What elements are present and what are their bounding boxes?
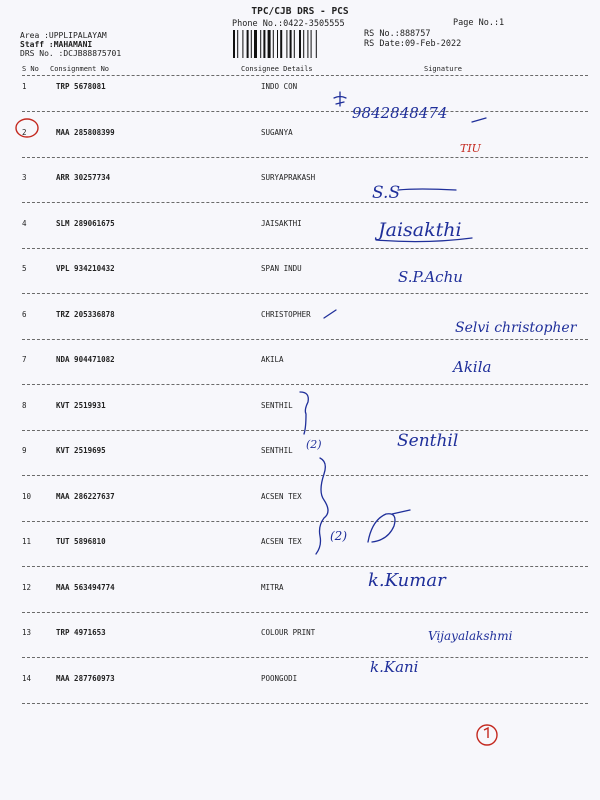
- row-divider: [22, 703, 588, 704]
- row-divider: [22, 293, 588, 294]
- row-divider: [22, 202, 588, 203]
- row-consignment-number: TUT 5896810: [56, 537, 106, 546]
- area-field: Area :UPPLIPALAYAM: [20, 31, 107, 40]
- row-sno: 13: [22, 628, 32, 637]
- table-row: [0, 537, 600, 551]
- row-consignment-number: ARR 30257734: [56, 173, 111, 182]
- row-consignment-number: TRP 5678081: [56, 82, 106, 91]
- row-divider: [22, 111, 588, 112]
- row5-signature: S.P.Achu: [398, 268, 463, 286]
- row-divider: [22, 384, 588, 385]
- row-sno: 1: [22, 82, 27, 91]
- row-consignee-name: JAISAKTHI: [261, 219, 302, 228]
- phone-number: Phone No.:0422-3505555: [232, 19, 345, 29]
- column-header-consignment: Consignment No: [50, 65, 110, 73]
- column-header-consignee: Consignee Details: [241, 65, 313, 73]
- row-sno: 9: [22, 446, 27, 455]
- row13-signature: Vijayalakshmi: [428, 629, 513, 643]
- row-consignment-number: NDA 904471082: [56, 355, 115, 364]
- row-consignee-name: SPAN INDU: [261, 264, 302, 273]
- row-consignment-number: KVT 2519695: [56, 446, 106, 455]
- row-divider: [22, 521, 588, 522]
- row-sno: 11: [22, 537, 32, 546]
- row-consignment-number: MAA 563494774: [56, 583, 115, 592]
- row7-signature: Akila: [453, 358, 492, 376]
- table-row: [0, 355, 600, 369]
- row-divider: [22, 657, 588, 658]
- table-row: [0, 264, 600, 278]
- row-consignee-name: POONGODI: [261, 674, 298, 683]
- column-header-sno: S No: [22, 65, 39, 73]
- document-title: TPC/CJB DRS - PCS: [251, 6, 349, 17]
- bottom-red-stamp: [477, 725, 497, 745]
- row11-note: (2): [330, 529, 347, 543]
- row1-underline: [472, 118, 486, 122]
- row-consignment-number: KVT 2519931: [56, 401, 106, 410]
- row-consignee-name: MITRA: [261, 583, 284, 592]
- table-row: [0, 583, 600, 597]
- row-sno: 2: [22, 128, 27, 137]
- row-sno: 8: [22, 401, 27, 410]
- row2-red-mark: TIU: [460, 142, 481, 155]
- row-divider: [22, 475, 588, 476]
- row-consignee-name: SUGANYA: [261, 128, 293, 137]
- table-row: [0, 310, 600, 324]
- table-row: [0, 173, 600, 187]
- row12-signature: k.Kumar: [368, 570, 446, 591]
- row-consignment-number: MAA 286227637: [56, 492, 115, 501]
- table-row: [0, 82, 600, 96]
- row-divider: [22, 612, 588, 613]
- row3-signature-tail: [398, 189, 456, 190]
- row-divider: [22, 339, 588, 340]
- row-sno: 7: [22, 355, 27, 364]
- table-row: [0, 219, 600, 233]
- row-divider: [22, 566, 588, 567]
- row-sno: 4: [22, 219, 27, 228]
- row-divider: [22, 157, 588, 158]
- row14-signature: k.Kani: [370, 658, 419, 676]
- bottom-red-stamp-mark: [484, 728, 488, 738]
- row-consignee-name: AKILA: [261, 355, 284, 364]
- table-row: [0, 446, 600, 460]
- row-consignee-name: ACSEN TEX: [261, 537, 302, 546]
- barcode: [232, 30, 354, 58]
- table-row: [0, 401, 600, 415]
- row-consignment-number: TRZ 205336878: [56, 310, 115, 319]
- column-header-signature: Signature: [424, 65, 462, 73]
- row-consignment-number: MAA 285808399: [56, 128, 115, 137]
- row-consignee-name: SENTHIL: [261, 401, 293, 410]
- row-consignee-name: INDO CON: [261, 82, 298, 91]
- row-sno: 14: [22, 674, 32, 683]
- row-sno: 10: [22, 492, 32, 501]
- row9-note: (2): [306, 438, 322, 451]
- row-sno: 6: [22, 310, 27, 319]
- row-consignment-number: SLM 289061675: [56, 219, 115, 228]
- table-row: [0, 128, 600, 142]
- row4-underline: [376, 238, 472, 242]
- staff-field: Staff :MAHAMANI: [20, 40, 93, 49]
- row-divider: [22, 430, 588, 431]
- table-row: [0, 674, 600, 688]
- table-row: [0, 628, 600, 642]
- row-consignee-name: CHRISTOPHER: [261, 310, 311, 319]
- row-consignee-name: SENTHIL: [261, 446, 293, 455]
- row9-signature: Senthil: [397, 431, 459, 451]
- row-consignment-number: TRP 4971653: [56, 628, 106, 637]
- row-consignment-number: MAA 287760973: [56, 674, 115, 683]
- page-number: Page No.:1: [453, 18, 505, 28]
- row-sno: 5: [22, 264, 27, 273]
- row6-signature: Selvi christopher: [455, 320, 577, 336]
- row-consignment-number: VPL 934210432: [56, 264, 115, 273]
- row-divider: [22, 248, 588, 249]
- row-consignee-name: COLOUR PRINT: [261, 628, 316, 637]
- row-sno: 3: [22, 173, 27, 182]
- row-sno: 12: [22, 583, 32, 592]
- rs-number: RS No.:888757: [364, 29, 431, 39]
- row-consignee-name: SURYAPRAKASH: [261, 173, 316, 182]
- drs-number: DRS No. :DCJB88875701: [20, 49, 122, 58]
- table-row: [0, 492, 600, 506]
- row1-phone-handwritten: 9842848474: [352, 104, 448, 122]
- row-consignee-name: ACSEN TEX: [261, 492, 302, 501]
- row3-signature: S.S: [372, 183, 401, 203]
- header-divider: [22, 75, 588, 76]
- rs-date: RS Date:09-Feb-2022: [364, 39, 462, 49]
- row4-signature: Jaisakthi: [378, 219, 462, 241]
